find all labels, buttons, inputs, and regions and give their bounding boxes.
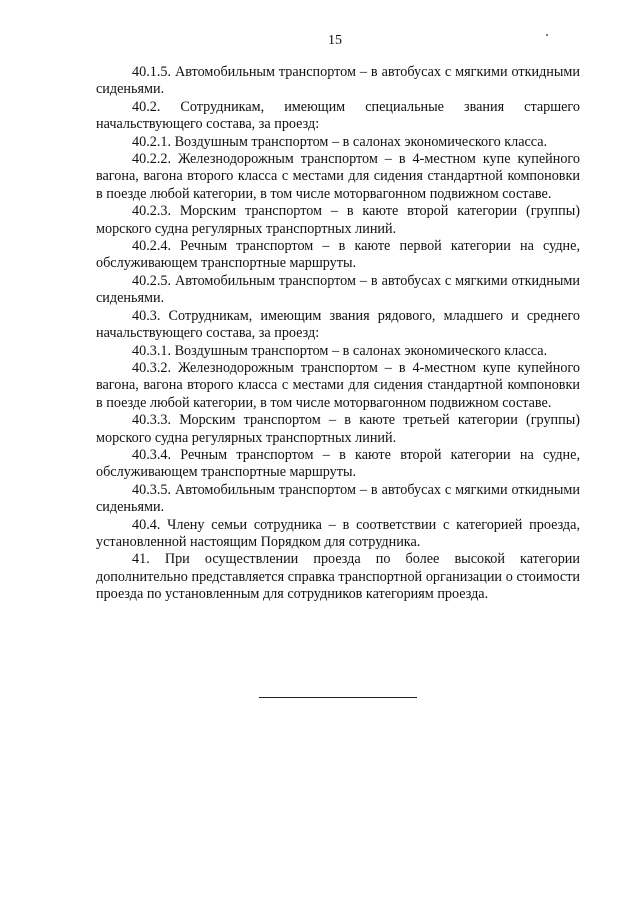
paragraph-40-2-4: 40.2.4. Речным транспортом – в каюте первой категории на судне, обслуживающем транспортные маршруты.	[96, 238, 580, 272]
paragraph-40-1-5: 40.1.5. Автомобильным транспортом – в автобусах с мягкими откидными сиденьями.	[96, 64, 580, 98]
page-number: 15	[328, 33, 342, 48]
paragraph-40-3: 40.3. Сотрудникам, имеющим звания рядового, младшего и среднего начальствующего состава, за проезд:	[96, 307, 580, 342]
paragraph-40-4: 40.4. Члену семьи сотрудника – в соответствии с категорией проезда, установленной настоящим Порядком для сотрудника.	[96, 516, 580, 550]
paragraph-40-2-2: 40.2.2. Железнодорожным транспортом – в 4-местном купе купейного вагона, вагона второго класса с местами для сидения стандартной компоновки в поезде любой категории, в том числе моторвагонном подвижном составе.	[96, 151, 580, 202]
paragraph-40-3-4: 40.3.4. Речным транспортом – в каюте второй категории на судне, обслуживающем транспортные маршруты.	[96, 446, 580, 481]
paragraph-40-2-5: 40.2.5. Автомобильным транспортом – в автобусах с мягкими откидными сиденьями.	[96, 272, 580, 307]
paragraph-40-3-5: 40.3.5. Автомобильным транспортом – в автобусах с мягкими откидными сиденьями.	[96, 481, 580, 516]
paragraph-40-2-3: 40.2.3. Морским транспортом – в каюте второй категории (группы) морского судна регулярных транспортных линий.	[96, 203, 580, 237]
paragraph-40-3-1: 40.3.1. Воздушным транспортом – в салонах экономического класса.	[132, 342, 548, 359]
paragraph-40-2-1: 40.2.1. Воздушным транспортом – в салонах экономического класса.	[132, 133, 548, 150]
paragraph-40-2: 40.2. Сотрудникам, имеющим специальные звания старшего начальствующего состава, за проезд:	[96, 98, 580, 133]
paragraph-40-3-3: 40.3.3. Морским транспортом – в каюте третьей категории (группы) морского судна регулярных транспортных линий.	[96, 412, 580, 446]
end-of-document-line	[259, 697, 417, 698]
document-body	[96, 64, 580, 604]
paragraph-41: 41. При осуществлении проезда по более высокой категории дополнительно представляется справка транспортной организации о стоимости проезда по установленным для сотрудников категориям проезда.	[96, 551, 580, 603]
scan-speck	[546, 34, 548, 36]
paragraph-40-3-2: 40.3.2. Железнодорожным транспортом – в 4-местном купе купейного вагона, вагона второго класса с местами для сидения стандартной компоновки в поезде любой категории, в том числе моторвагонном подвижном составе.	[96, 359, 580, 411]
